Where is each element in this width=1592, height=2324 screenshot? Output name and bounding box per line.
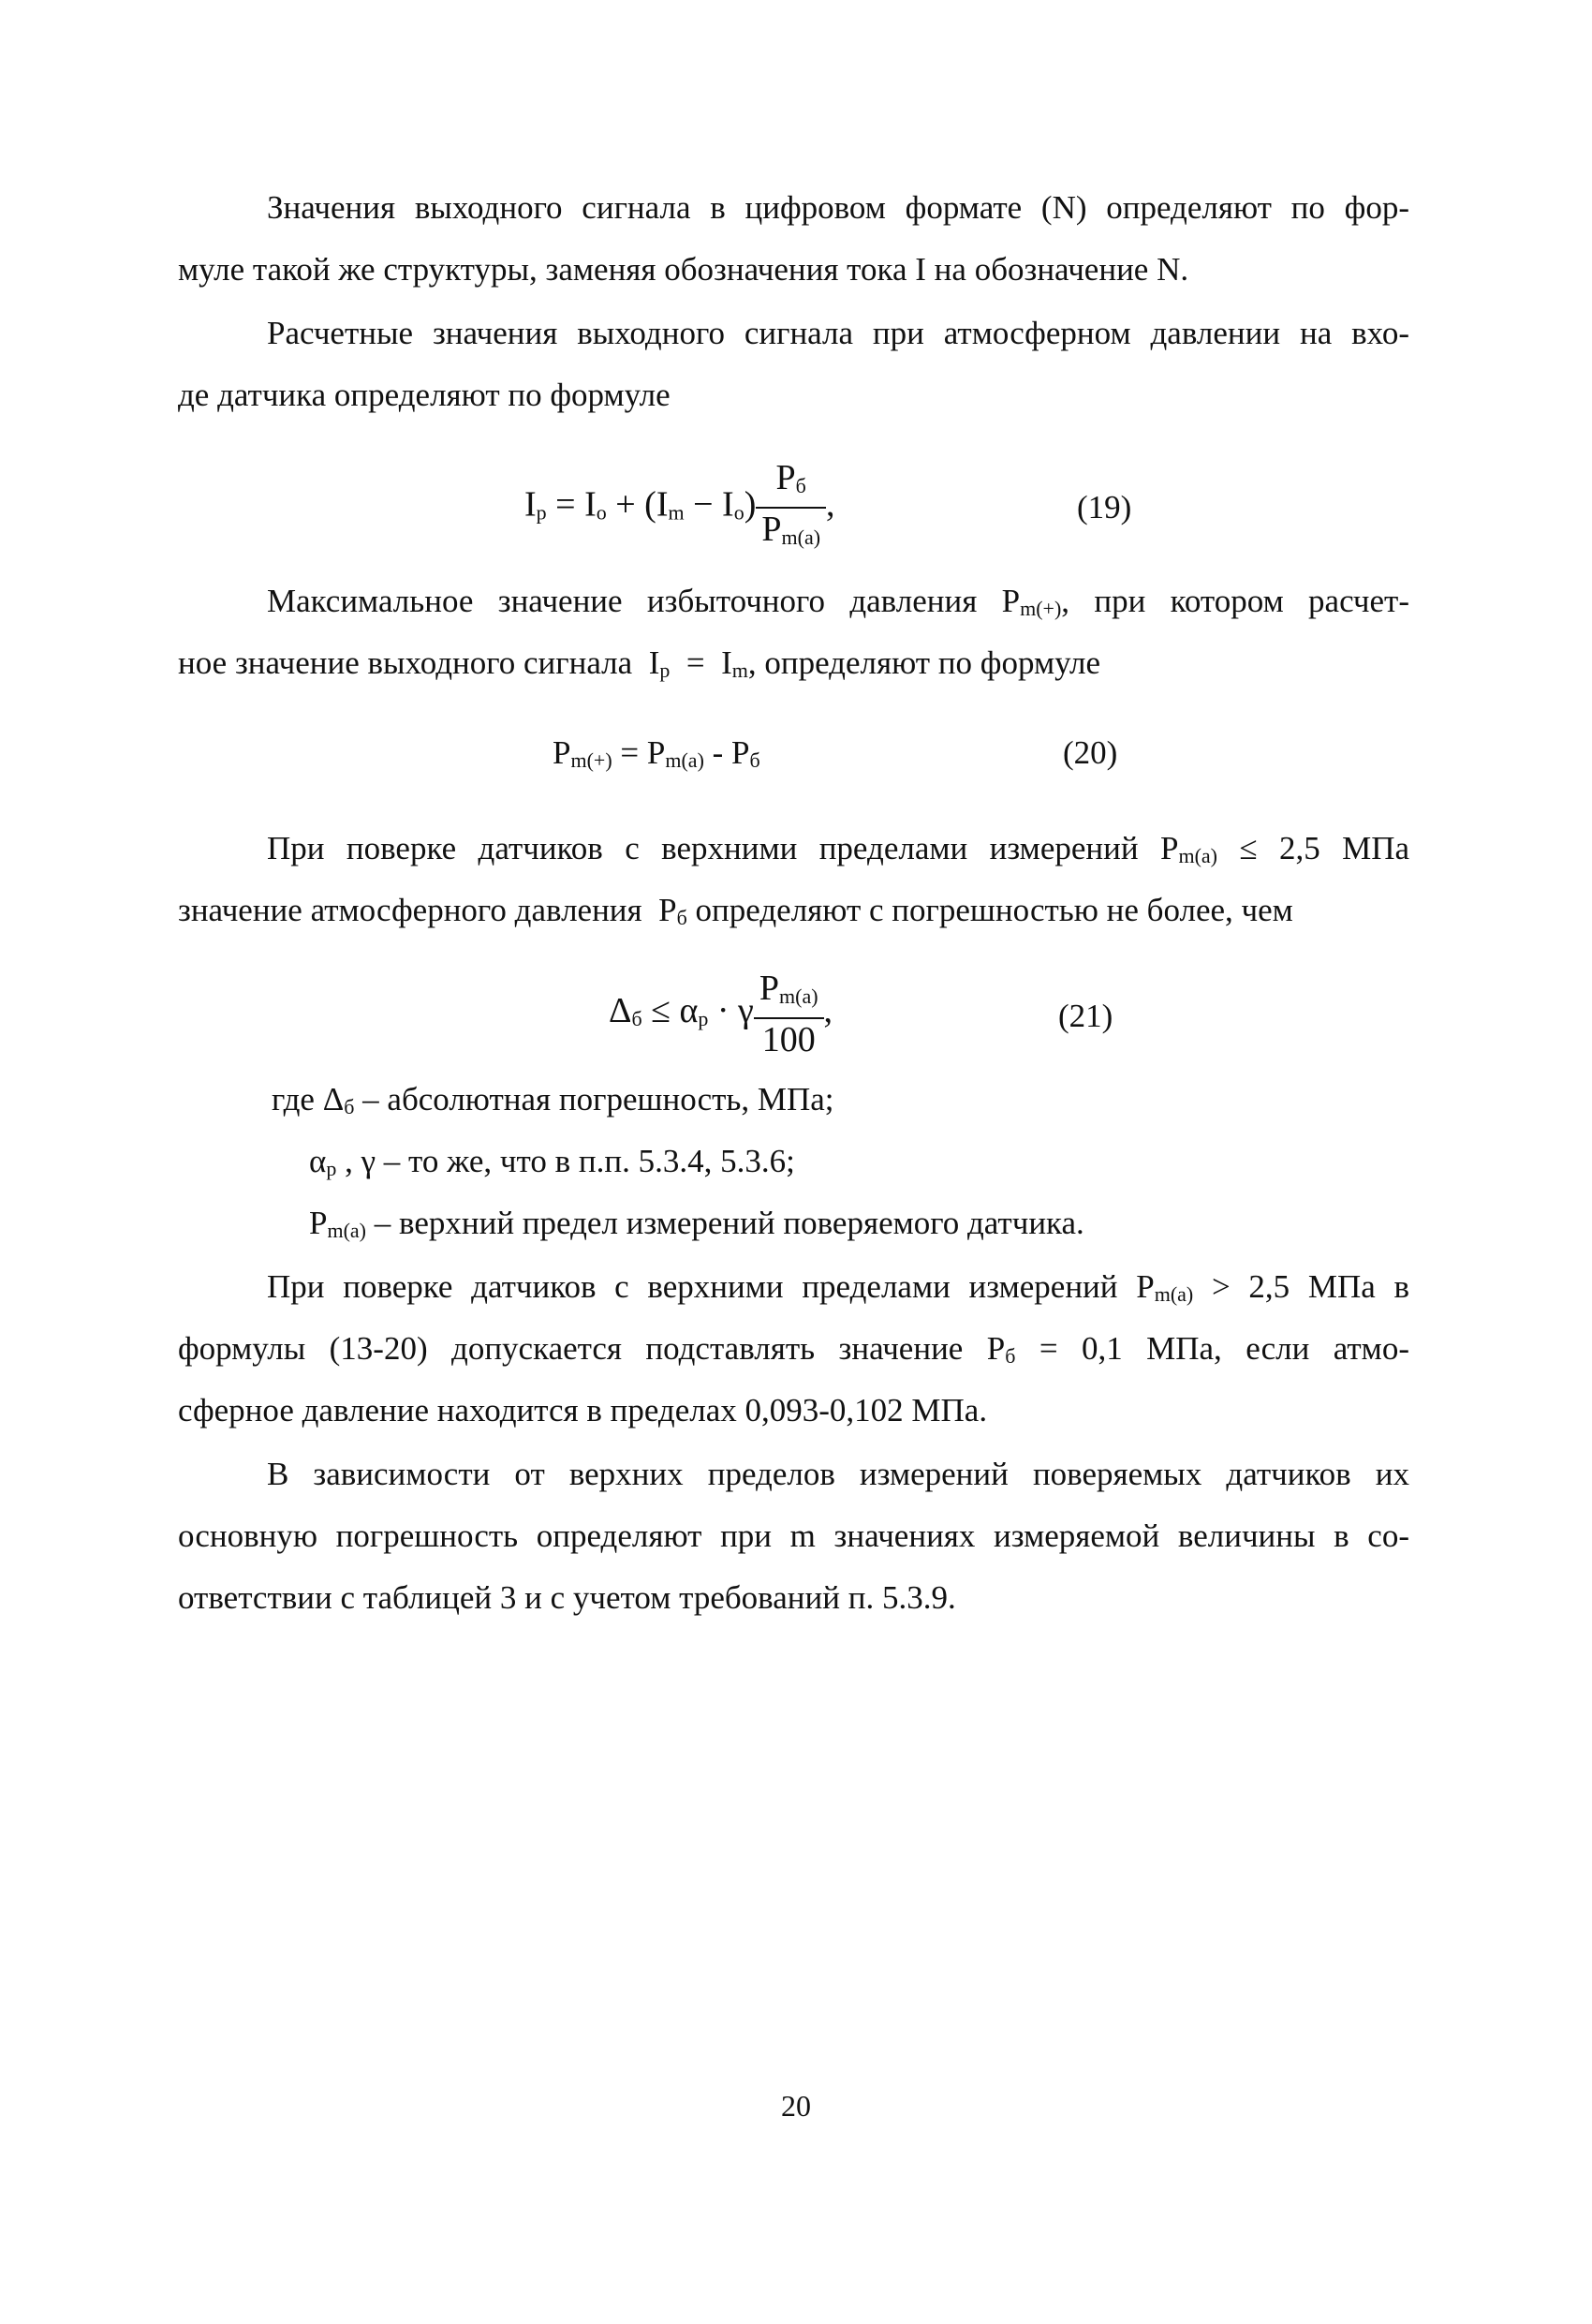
paragraph-2-line-1: Расчетные значения выходного сигнала при атмосферном давлении на вхо- <box>267 315 1409 351</box>
paragraph-5-line-3: сферное давление находится в пределах 0,093-0,102 МПа. <box>178 1392 988 1428</box>
paragraph-6-line-3: ответствии с таблицей 3 и с учетом требований п. 5.3.9. <box>178 1579 956 1616</box>
paragraph-6-line-2: основную погрешность определяют при m значениях измеряемой величины в со- <box>178 1517 1409 1554</box>
where-line-2: αр , γ – то же, что в п.п. 5.3.4, 5.3.6; <box>309 1143 795 1180</box>
paragraph-3-line-1: Максимальное значение избыточного давления Pm(+), при котором расчет- <box>267 583 1410 620</box>
paragraph-4-line-1: При поверке датчиков с верхними пределами измерений Pm(a) ≤ 2,5 МПа <box>267 830 1410 867</box>
paragraph-1-line-1: Значения выходного сигнала в цифровом формате (N) определяют по фор- <box>267 189 1409 226</box>
formula-21-fraction: $\frac{Pm(a)}{100}$ <box>754 970 824 1058</box>
formula-19-number: (19) <box>1077 489 1132 525</box>
paragraph-5-line-2: формулы (13-20) допускается подставлять значение Pб = 0,1 МПа, если атмо- <box>178 1330 1409 1368</box>
paragraph-4-line-2: значение атмосферного давления Pб определяют с погрешностью не более, чем <box>178 892 1293 929</box>
where-line-1: где Δб – абсолютная погрешность, МПа; <box>272 1081 834 1118</box>
formula-20: Pm(+) = Pm(a) - Pб <box>553 734 760 772</box>
formula-19-fraction: $\frac{Pб}{Pm(a)}$ <box>756 459 826 556</box>
formula-20-number: (20) <box>1063 734 1118 771</box>
formula-21-number: (21) <box>1058 998 1113 1034</box>
paragraph-1-line-2: муле такой же структуры, заменяя обозначения тока I на обозначение N. <box>178 251 1189 288</box>
paragraph-3-line-2: ное значение выходного сигнала Iр = Im, определяют по формуле <box>178 644 1101 682</box>
where-line-3: Pm(a) – верхний предел измерений поверяемого датчика. <box>309 1205 1084 1242</box>
paragraph-6-line-1: В зависимости от верхних пределов измерений поверяемых датчиков их <box>267 1456 1409 1492</box>
paragraph-2-line-2: де датчика определяют по формуле <box>178 377 671 413</box>
page-number: 20 <box>781 2089 811 2123</box>
paragraph-5-line-1: При поверке датчиков с верхними пределами измерений Pm(a) > 2,5 МПа в <box>267 1268 1409 1306</box>
formula-19: Iр = Io + (Im − Io) $\frac{Pб}{Pm(a)}$ , <box>524 459 835 556</box>
formula-21: Δб ≤ αр · γ $\frac{Pm(a)}{100}$ , <box>609 969 833 1059</box>
